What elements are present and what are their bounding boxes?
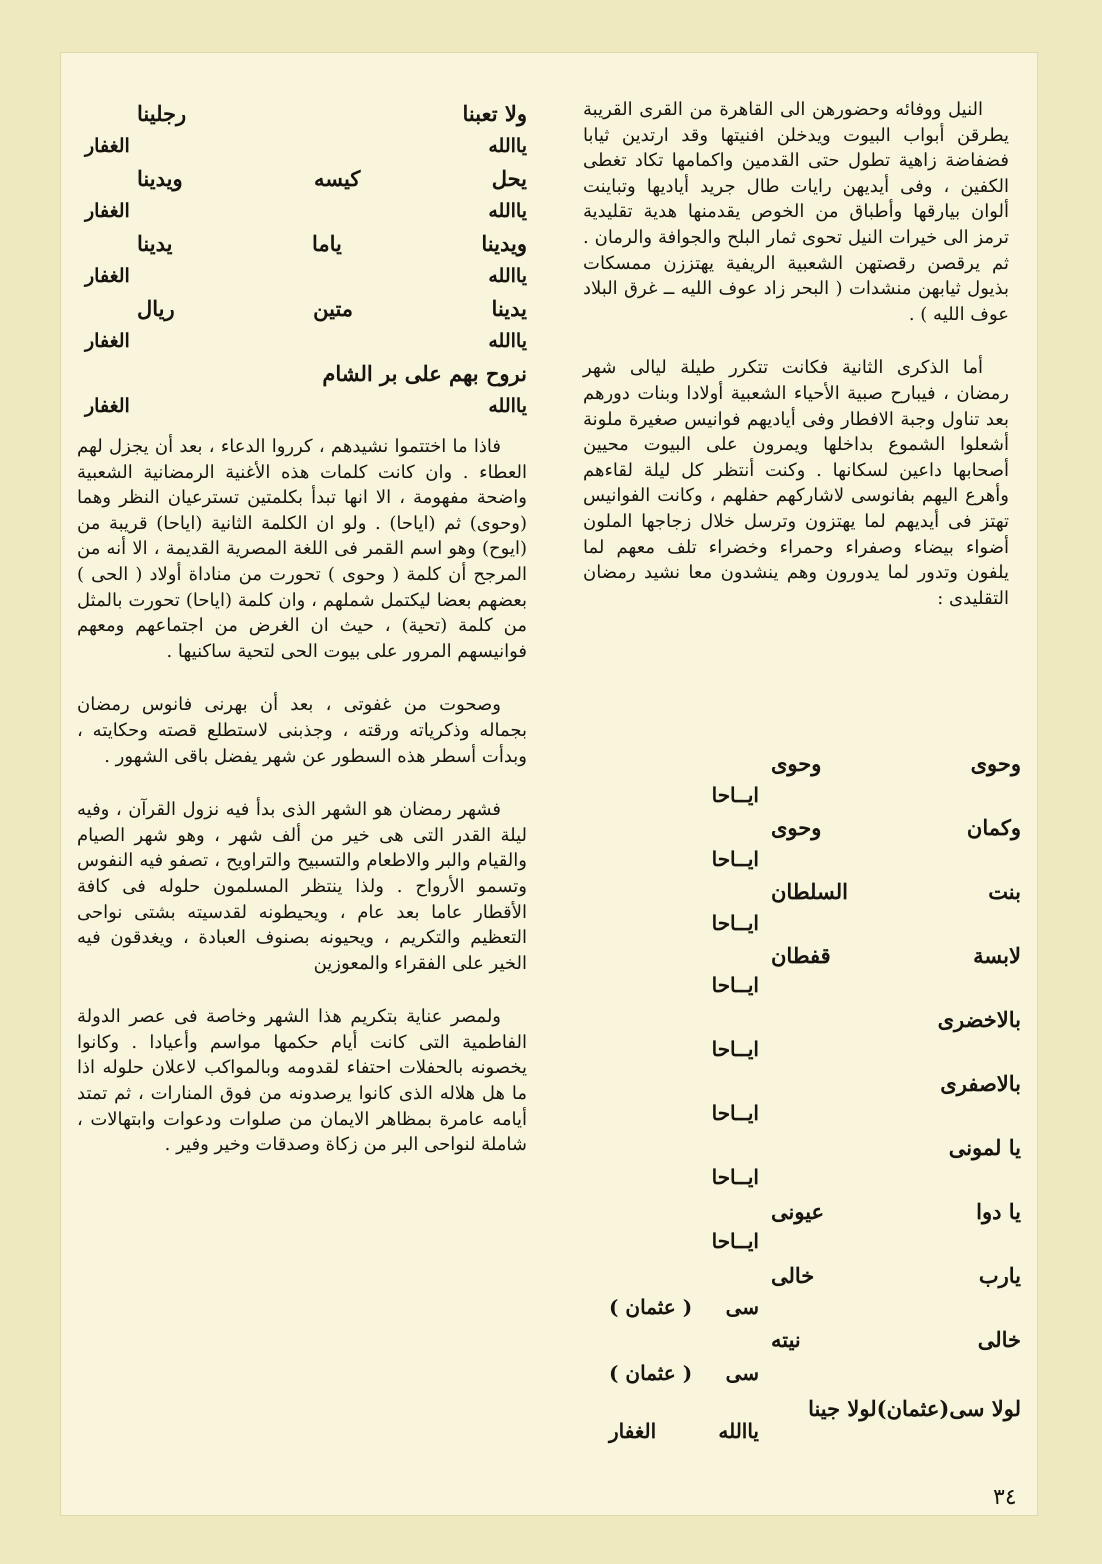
poem-refrain [77,260,527,293]
song-verse [771,807,1021,847]
verse-word: بالاخضرى [937,1006,1021,1032]
verse-word: كيسه [313,165,361,191]
response-word: ( عثمان ) [609,1295,693,1319]
paragraph: النيل ووفائه وحضورهن الى القاهرة من القرى القريبة يطرقن أبواب البيوت ويدخلن افنيتها وقد ارتدين ثيابا فضفاضة زاهية تطول حتى القدمين واكمامها تكاد تغطى الكفين ، وفى أيديهن رايات طال جريد أياديها وتباينت ألوان بيارقها وأطباق من الخوص يقدمنها هدية تقليدية ترمز الى خيرات النيل تحوى ثمار البلح والجوافة والرمان . ثم يرقصن رقصتهن الشعبية الريفية يهتززن ممسكات بذيول ثيابهن منشدات ( البحر زاد عوف الليه ــ غرق البلاد عوف الليه ) . [583,99,1010,325]
left-text-column [77,97,527,1186]
verse-word: يارب [978,1262,1021,1288]
song-verse [771,1063,1021,1103]
refrain-word: ياالله [488,199,527,222]
verse-word: السلطان [771,878,848,904]
response-word: ايــاحا [711,911,759,935]
song-verse [771,935,1021,975]
verse-word: يدينا [137,230,173,256]
verse-word: لولا سى(عثمان)لولا جينا [808,1395,1021,1421]
refrain-word: ياالله [488,394,527,417]
magazine-page [60,52,1038,1516]
verse-word: يدينا [491,295,527,321]
verse-word: نيته [771,1326,801,1352]
verse-word: وحوى [771,814,822,840]
refrain-word: ياالله [488,134,527,157]
song-verse [771,1255,1021,1295]
song-verse [771,1191,1021,1231]
verse-word: ويدينا [481,230,527,256]
song-response [609,1221,759,1261]
response-word: ايــاحا [711,1101,759,1125]
poem-verses-left [77,97,527,422]
song-response [609,965,759,1005]
song-response [609,1411,759,1451]
poem-verse [77,292,527,325]
song-verse [771,1388,1021,1428]
verse-word: قفطان [771,942,831,968]
refrain-word: الغفار [85,199,130,222]
song-response [609,1287,759,1327]
paragraph: فاذا ما اختتموا نشيدهم ، كرروا الدعاء ، بعد أن يجزل لهم العطاء . وان كانت كلمات هذه الأغنية الرمضانية الشعبية واضحة مفهومة ، الا انها تبدأ بكلمتين تسترعيان النظر وهما (وحوى) ثم (اياحا) . ولو ان الكلمة الثانية (اياحا) قريبة من (ايوح) وهو اسم القمر فى اللغة المصرية القديمة ، الا أنه من المرجح أن كلمة ( وحوى ) تحورت من مناداة أولاد ( الحى ) بعضهم بعضا ليكتمل شملهم ، وان كلمة (اياحا) تحورت بالمثل من كلمة (تحية) ، حيث ان الغرض من اجتماعهم ومعهم فوانيسهم المرور على بيوت الحى لتحية ساكنيها . [77,436,527,662]
song-response [609,903,759,943]
paragraph: ولمصر عناية بتكريم هذا الشهر وخاصة فى عصر الدولة الفاطمية التى كانت أيام حكمها مواسم وأعيادا . وكانوا يخصونه بالحفلات احتفاء لقدومه وبالمواكب لاعلان حلوله اذا ما هل هلاله الذى كانوا يرصدونه من فوق المنارات ، ثم تمتد أيامه عامرة بمظاهر الايمان من صلوات ودعوات وابتهالات ، شاملة لنواحى البر من زكاة وصدقات وخير وفير . [77,1006,527,1156]
paragraph: فشهر رمضان هو الشهر الذى بدأ فيه نزول القرآن ، وفيه ليلة القدر التى هى خير من ألف شهر ، وهو شهر الصيام والقيام والبر والاطعام والتسبيح والتراويح ، تصفو فيه النفوس وتسمو الأرواح . ولذا ينتظر المسلمون حلوله فى كافة الأقطار عاما بعد عام ، ويحيطونه لقدسيته بشتى نواحى التعظيم والتكريم ، ويحيونه بصنوف العبادة ، ويغدقون فيه الخير على الفقراء والمعوزين [77,799,527,974]
response-word: ايــاحا [711,973,759,997]
song-verse [771,871,1021,911]
poem-refrain [77,130,527,163]
verse-word: ويدينا [137,165,183,191]
refrain-word: ياالله [488,264,527,287]
response-word: ايــاحا [711,1037,759,1061]
refrain-word: الغفار [85,329,130,352]
poem-verse [77,97,527,130]
poem-refrain [77,325,527,358]
response-word: ايــاحا [711,847,759,871]
verse-word: متين [313,295,354,321]
response-word: سى [725,1295,759,1319]
verse-word: بالاصفرى [940,1070,1021,1096]
refrain-word: الغفار [85,264,130,287]
response-word: ياالله [718,1419,759,1443]
response-word: سى [725,1361,759,1385]
response-word: ايــاحا [711,1229,759,1253]
song-verse [771,743,1021,783]
poem-verse [77,357,527,390]
song-verse [771,1127,1021,1167]
verse-word: خالى [771,1262,815,1288]
page-number: ٣٤ [993,1485,1017,1510]
verse-word: نروح بهم على بر الشام [322,360,527,386]
verse-word: يا لمونى [948,1134,1021,1160]
song-response [609,1093,759,1133]
song-response [609,775,759,815]
response-word: ( عثمان ) [609,1361,693,1385]
song-response [609,1157,759,1197]
response-word: ايــاحا [711,1165,759,1189]
verse-word: ولا تعبنا [462,100,527,126]
verse-word: ياما [311,230,342,256]
verse-word: وحوى [970,750,1021,776]
verse-word: ريال [137,295,175,321]
poem-refrain [77,195,527,228]
verse-word: يحل [491,165,527,191]
verse-word: رجلينا [137,100,187,126]
refrain-word: ياالله [488,329,527,352]
song-verse [771,1319,1021,1359]
song-response [609,839,759,879]
poem-verse [77,227,527,260]
verse-word: عيونى [771,1198,825,1224]
verse-word: خالى [977,1326,1021,1352]
verse-word: وحوى [771,750,822,776]
response-word: ايــاحا [711,783,759,807]
verse-word: لابسة [973,942,1021,968]
song-response [609,1029,759,1069]
song-verse [771,999,1021,1039]
poem-refrain [77,390,527,423]
paragraph: أما الذكرى الثانية فكانت تتكرر طيلة ليالى شهر رمضان ، فيبارح صبية الأحياء الشعبية أولادا وبنات دورهم بعد تناول وجبة الافطار وفى أياديهم فوانيس صغيرة ملونة أشعلوا الشموع بداخلها ويمرون على البيوت محيين أصحابها داعين لسكانها . وكنت أنتظر كل ليلة لقاءهم وأهرع اليهم بفانوسى لاشاركهم حفلهم ، وكانت الفوانيس تهتز فى أيديهم لما يهتزون وترسل خلال زجاجها الملون أضواء بيضاء وصفراء وحمراء وخضراء تلف معهم لما يلفون وتدور لما يدورون وهم ينشدون معا نشيد رمضان التقليدى : [583,357,1009,609]
refrain-word: الغفار [85,134,130,157]
ramadan-song [601,743,1021,1463]
right-text-column [583,97,1009,639]
response-word: الغفار [609,1419,657,1443]
poem-verse [77,162,527,195]
verse-word: بنت [988,878,1021,904]
verse-word: وكمان [966,814,1021,840]
verse-word: يا دوا [976,1198,1021,1224]
refrain-word: الغفار [85,394,130,417]
song-response [609,1353,759,1393]
paragraph: وصحوت من غفوتى ، بعد أن بهرنى فانوس رمضان بجماله وذكرياته ورقته ، وجذبنى لاستطلع قصته وحكايته ، وبدأت أسطر هذه السطور عن شهر يفضل باقى الشهور . [77,694,527,767]
